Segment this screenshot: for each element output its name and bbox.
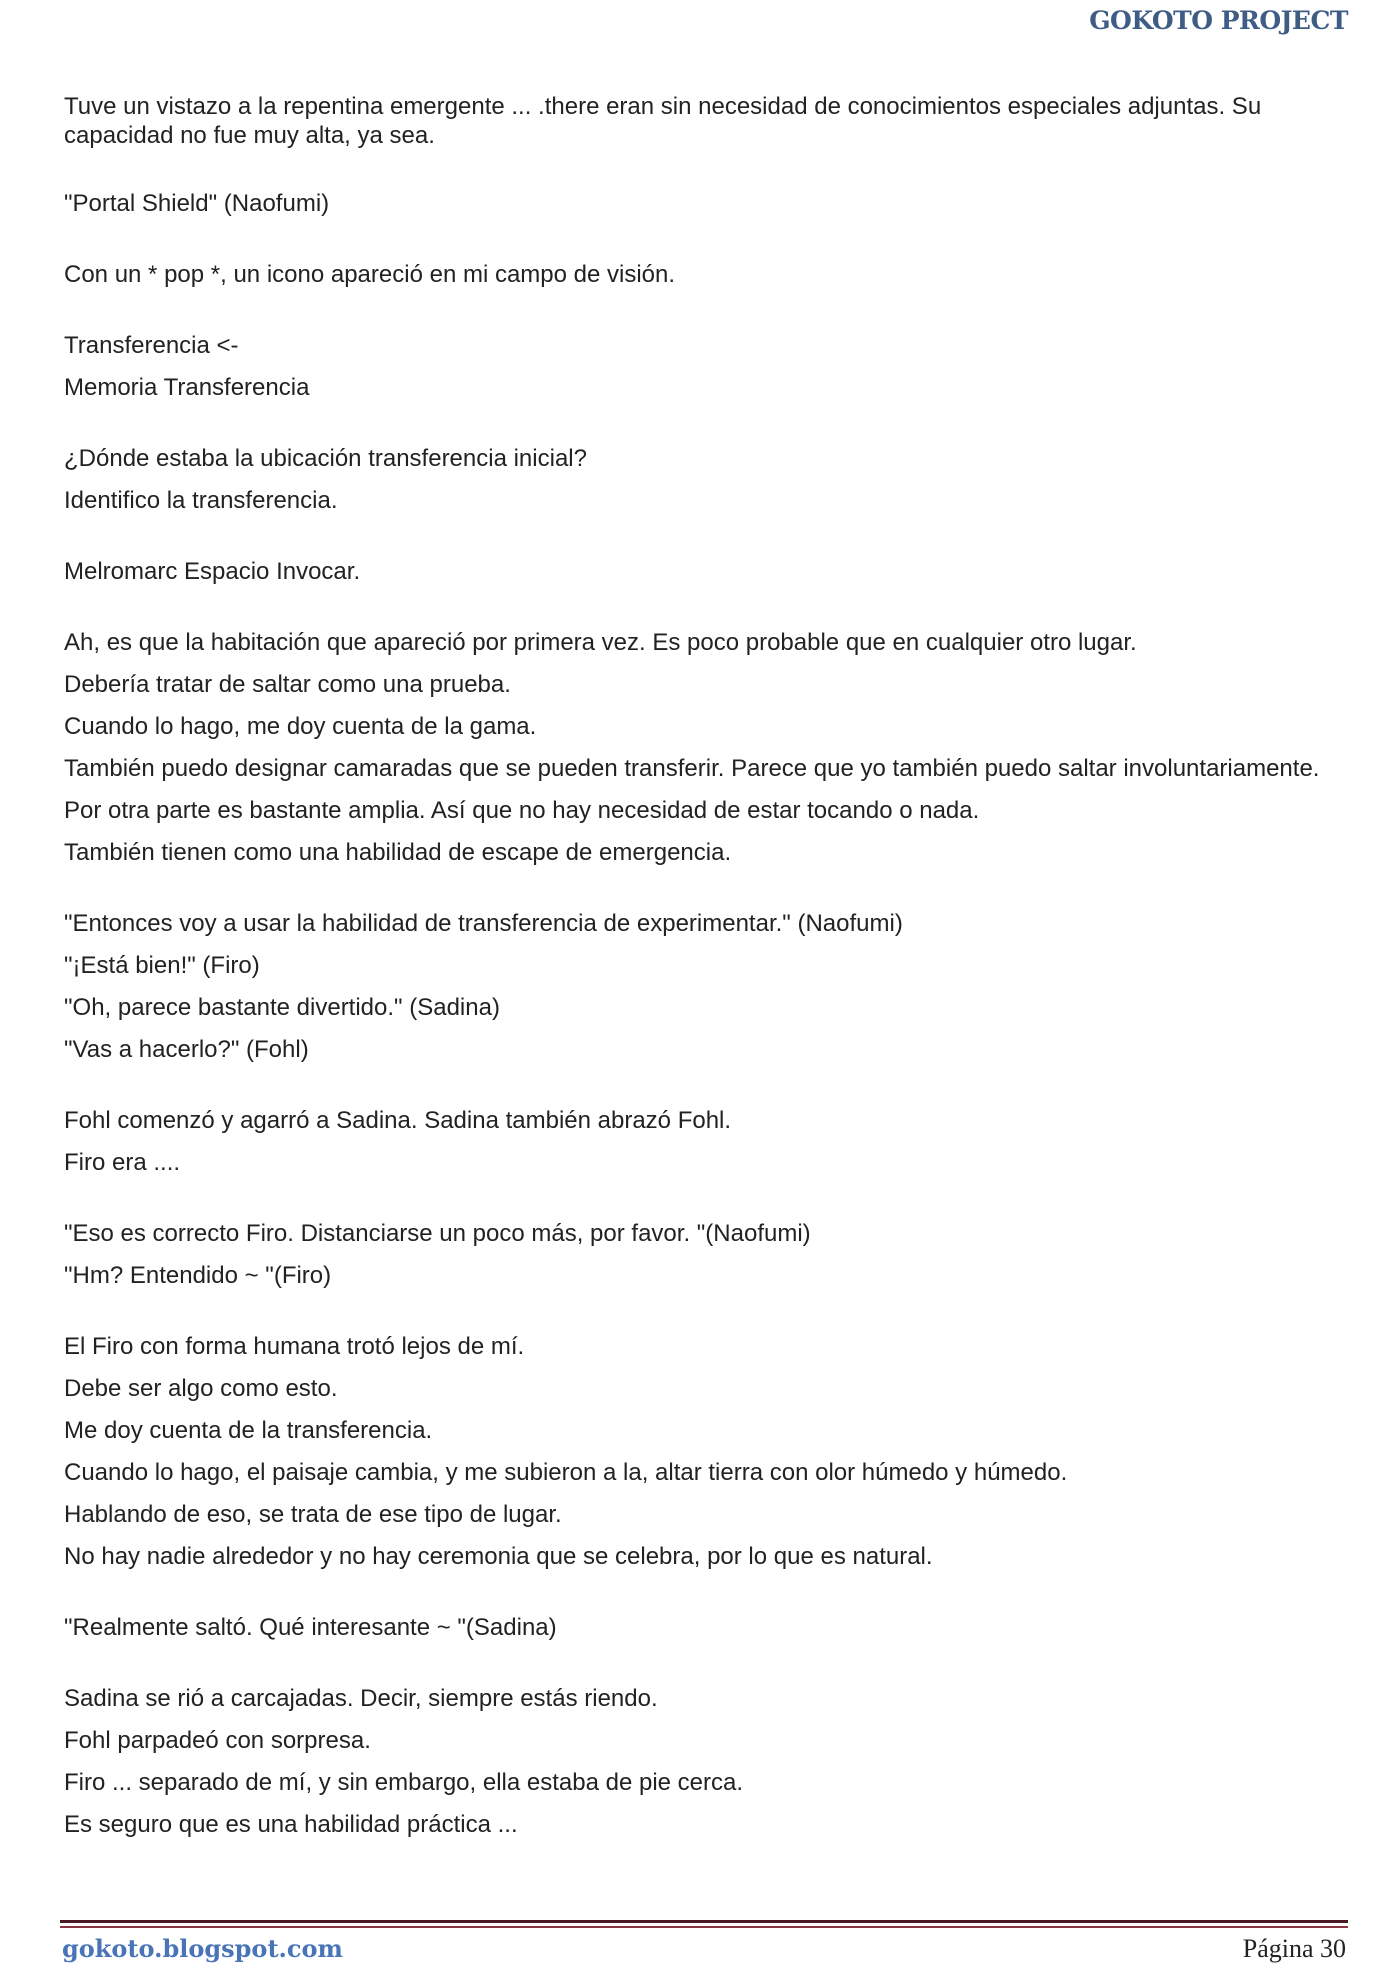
paragraph: Con un * pop *, un icono apareció en mi campo de visión. — [64, 261, 676, 288]
paragraph: Cuando lo hago, el paisaje cambia, y me subieron a la, altar tierra con olor húmedo y húmedo. — [64, 1459, 1068, 1486]
paragraph: Transferencia <- — [64, 332, 239, 359]
page-body — [64, 92, 1334, 1839]
paragraph: "¡Está bien!" (Firo) — [64, 952, 260, 979]
page-number: Página 30 — [1242, 1934, 1346, 1963]
paragraph: "Entonces voy a usar la habilidad de transferencia de experimentar." (Naofumi) — [64, 910, 903, 937]
paragraph: Fohl comenzó y agarró a Sadina. Sadina también abrazó Fohl. — [64, 1107, 732, 1134]
paragraph: "Portal Shield" (Naofumi) — [64, 190, 330, 217]
paragraph: "Hm? Entendido ~ "(Firo) — [64, 1262, 332, 1289]
footer-divider — [60, 1920, 1348, 1923]
paragraph: También tienen como una habilidad de escape de emergencia. — [64, 839, 732, 866]
paragraph: Firo ... separado de mí, y sin embargo, ella estaba de pie cerca. — [64, 1769, 744, 1796]
paragraph: Firo era .... — [64, 1149, 181, 1176]
paragraph: Me doy cuenta de la transferencia. — [64, 1417, 433, 1444]
paragraph: Identifico la transferencia. — [64, 487, 338, 514]
footer-divider-thin — [60, 1926, 1348, 1928]
paragraph: Por otra parte es bastante amplia. Así que no hay necesidad de estar tocando o nada. — [64, 797, 980, 824]
paragraph: Es seguro que es una habilidad práctica ... — [64, 1811, 518, 1838]
paragraph: Ah, es que la habitación que apareció por primera vez. Es poco probable que en cualquier otro lugar. — [64, 629, 1137, 656]
paragraph: Debe ser algo como esto. — [64, 1375, 338, 1402]
header-brand: GOKOTO PROJECT — [1089, 6, 1348, 35]
paragraph: "Realmente saltó. Qué interesante ~ "(Sadina) — [64, 1614, 557, 1641]
paragraph: "Oh, parece bastante divertido." (Sadina) — [64, 994, 500, 1021]
paragraph: Melromarc Espacio Invocar. — [64, 558, 361, 585]
footer-site-link[interactable]: gokoto.blogspot.com — [62, 1934, 343, 1963]
paragraph: También puedo designar camaradas que se pueden transferir. Parece que yo también puedo saltar involuntariamente. — [64, 755, 1320, 782]
paragraph: No hay nadie alrededor y no hay ceremonia que se celebra, por lo que es natural. — [64, 1543, 933, 1570]
paragraph: Tuve un vistazo a la repentina emergente ... .there eran sin necesidad de conocimientos especiales adjuntas. Su capacidad no fue muy alta, ya sea. — [64, 93, 1262, 149]
paragraph: Sadina se rió a carcajadas. Decir, siempre estás riendo. — [64, 1685, 658, 1712]
paragraph: "Eso es correcto Firo. Distanciarse un poco más, por favor. "(Naofumi) — [64, 1220, 811, 1247]
paragraph: El Firo con forma humana trotó lejos de mí. — [64, 1333, 525, 1360]
paragraph: Cuando lo hago, me doy cuenta de la gama. — [64, 713, 537, 740]
paragraph: Memoria Transferencia — [64, 374, 310, 401]
paragraph: Debería tratar de saltar como una prueba. — [64, 671, 511, 698]
paragraph: Hablando de eso, se trata de ese tipo de lugar. — [64, 1501, 562, 1528]
paragraph: ¿Dónde estaba la ubicación transferencia inicial? — [64, 445, 587, 472]
paragraph: "Vas a hacerlo?" (Fohl) — [64, 1036, 309, 1063]
paragraph: Fohl parpadeó con sorpresa. — [64, 1727, 371, 1754]
